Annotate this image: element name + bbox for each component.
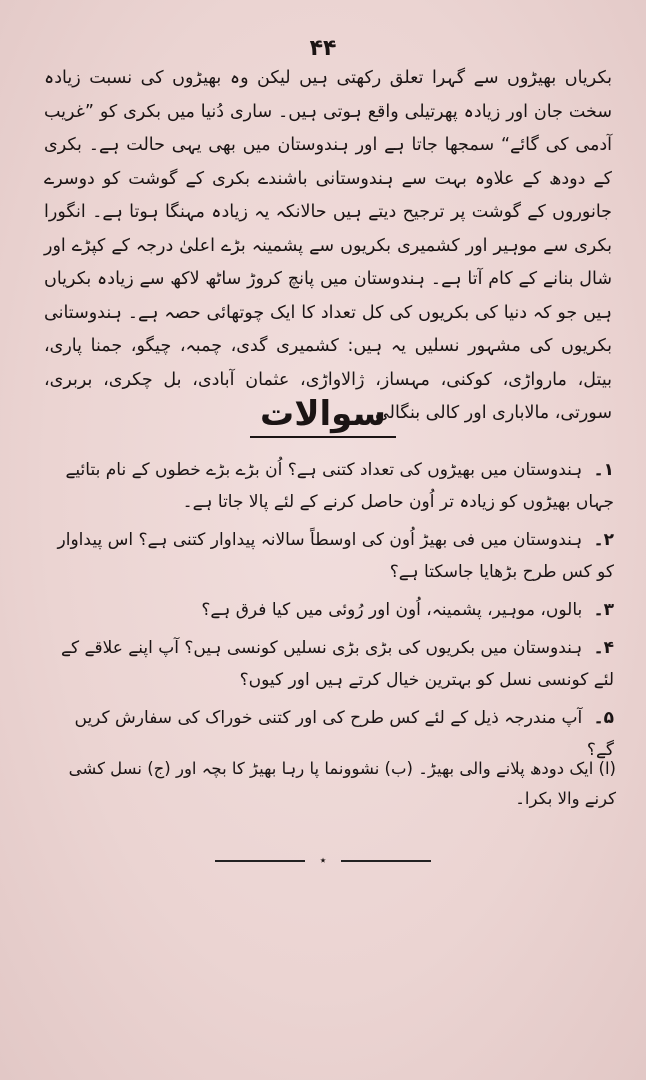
question-text: آپ مندرجہ ذیل کے لئے کس طرح کی اور کتنی خوراک کی سفارش کریں گے؟ xyxy=(74,708,614,760)
section-heading xyxy=(0,394,646,438)
footer-divider xyxy=(215,854,431,866)
page-number: ۴۴ xyxy=(309,36,337,61)
question-text: ہندوستان میں بکریوں کی بڑی بڑی نسلیں کونسی ہیں؟ آپ اپنے علاقے کے لئے کونسی نسل کو بہترین خیال کرتے ہیں اور کیوں؟ xyxy=(61,638,614,690)
body-paragraph: بکریاں بھیڑوں سے گہرا تعلق رکھتی ہیں لیکن وہ بھیڑوں کی نسبت زیادہ سخت جان اور زیادہ پھرتیلی واقع ہوتی ہیں۔ ساری دُنیا میں بکری کو ”غریب آدمی کی گائے“ سمجھا جاتا ہے اور ہندوستان میں بھی یہی حالت ہے۔ بکری کے دودھ کے علاوہ بہت سے ہندوستانی باشندے بکری کے گوشت کو دوسرے جانوروں کے گوشت پر ترجیح دیتے ہیں حالانکہ یہ زیادہ مہنگا ہوتا ہے۔ انگورا بکری سے موہیر اور کشمیری بکریوں سے پشمینہ بڑے اعلیٰ درجہ کے کپڑے اور شال بنانے کے کام آتا ہے۔ ہندوستان میں پانچ کروڑ ساٹھ لاکھ سے زیادہ بکریاں ہیں جو کہ دنیا کی بکریوں کی کل تعداد کا ایک چوتھائی حصہ ہے۔ ہندوستانی بکریوں کی مشہور نسلیں یہ ہیں: کشمیری گدی، چمبہ، چیگو، جمنا پاری، بیتل، مارواڑی، کوکنی، مہساز، ژالاواڑی، عثمان آبادی، بل چکری، بربری، سورتی، مالاباری اور کالی بنگالی۔ xyxy=(44,68,612,423)
ornament-icon: ٭ xyxy=(319,853,327,867)
question-number: ١۔ xyxy=(593,460,614,480)
question-item xyxy=(44,454,614,518)
question-text: ہندوستان میں بھیڑوں کی تعداد کتنی ہے؟ اُن بڑے بڑے خطوں کے نام بتائیے جہاں بھیڑوں کو زیادہ تر اُون حاصل کرنے کے لئے پالا جاتا ہے۔ xyxy=(65,460,614,512)
question-item xyxy=(44,524,614,588)
question-item xyxy=(44,594,614,626)
question-text: بالوں، موہیر، پشمینہ، اُون اور رُوئی میں کیا فرق ہے؟ xyxy=(201,600,583,620)
question-number: ٣۔ xyxy=(593,600,614,620)
question-number: ۴۔ xyxy=(593,638,614,658)
question-number: ۵۔ xyxy=(593,708,614,728)
question-options: (ا) ایک دودھ پلانے والی بھیڑ۔ (ب) نشوونما پا رہا بھیڑ کا بچہ اور (ج) نسل کشی کرنے والا بکرا۔ xyxy=(68,759,616,808)
question-text: ہندوستان میں فی بھیڑ اُون کی اوسطاً سالانہ پیداوار کتنی ہے؟ اس پیداوار کو کس طرح بڑھایا جاسکتا ہے؟ xyxy=(57,530,614,582)
section-heading-text: سوالات xyxy=(250,394,396,438)
question-item xyxy=(44,632,614,696)
divider-line-left xyxy=(215,860,305,862)
divider-line-right xyxy=(341,860,431,862)
questions-list xyxy=(44,454,614,772)
question-number: ٢۔ xyxy=(593,530,614,550)
